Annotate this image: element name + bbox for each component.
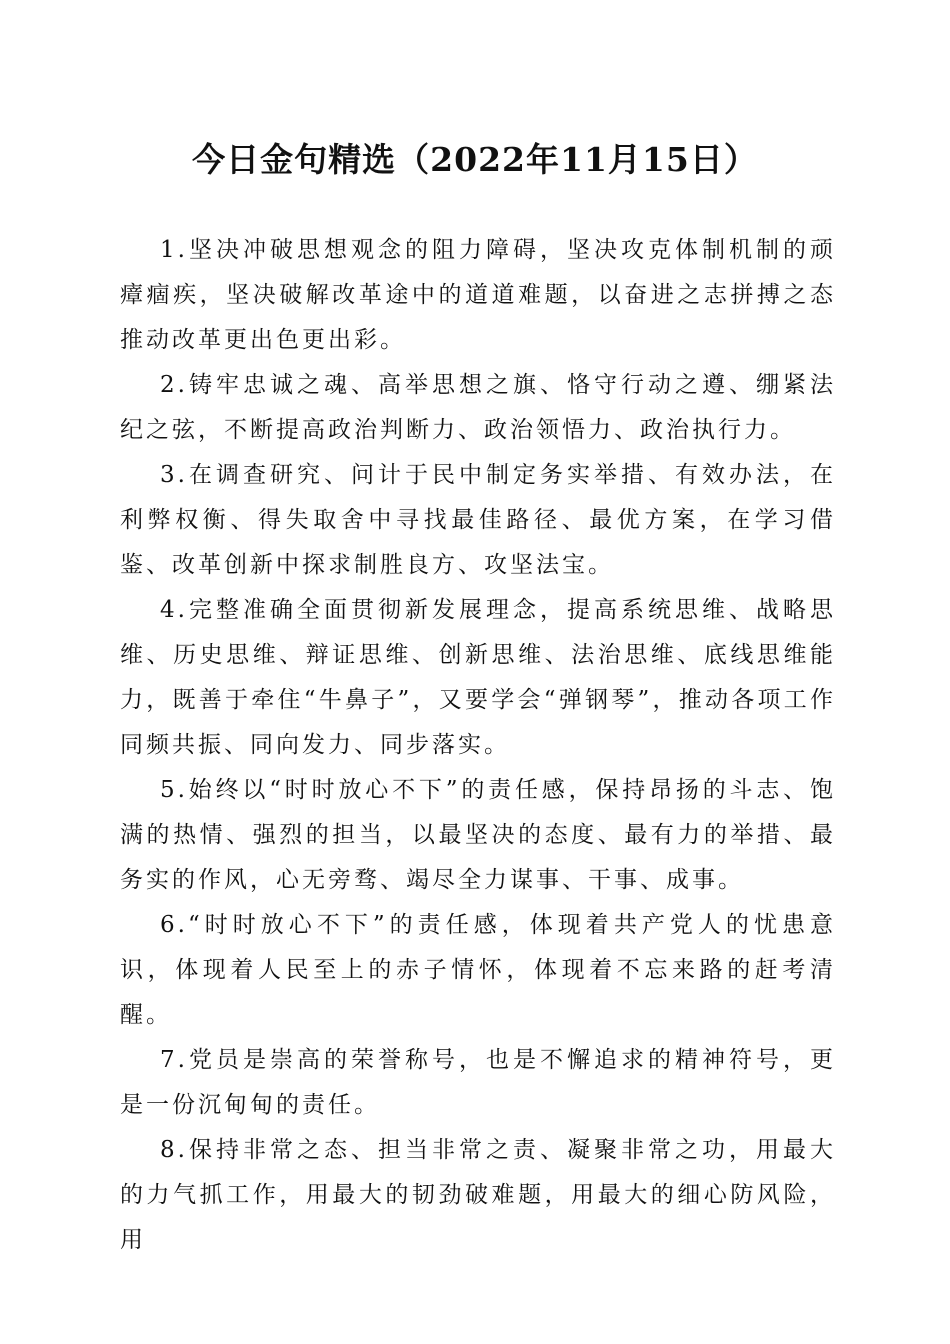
paragraph-1: 1.坚决冲破思想观念的阻力障碍，坚决攻克体制机制的顽瘴痼疾，坚决破解改革途中的道道难题，以奋进之志拼搏之态推动改革更出色更出彩。 <box>120 237 836 353</box>
paragraph-7: 7.党员是崇高的荣誉称号，也是不懈追求的精神符号，更是一份沉甸甸的责任。 <box>120 1047 836 1118</box>
paragraph-3: 3.在调查研究、问计于民中制定务实举措、有效办法，在利弊权衡、得失取舍中寻找最佳路径、最优方案，在学习借鉴、改革创新中探求制胜良方、攻坚法宝。 <box>120 462 836 578</box>
paragraph-4: 4.完整准确全面贯彻新发展理念，提高系统思维、战略思维、历史思维、辩证思维、创新思维、法治思维、底线思维能力，既善于牵住“牛鼻子”，又要学会“弹钢琴”，推动各项工作同频共振、同向发力、同步落实。 <box>120 597 836 758</box>
document-title: 今日金句精选（2022年11月15日） <box>192 140 758 179</box>
paragraph-2: 2.铸牢忠诚之魂、高举思想之旗、恪守行动之遵、绷紧法纪之弦，不断提高政治判断力、政治领悟力、政治执行力。 <box>120 372 836 443</box>
paragraph-8: 8.保持非常之态、担当非常之责、凝聚非常之功，用最大的力气抓工作，用最大的韧劲破难题，用最大的细心防风险，用 <box>120 1137 836 1253</box>
paragraph-5: 5.始终以“时时放心不下”的责任感，保持昂扬的斗志、饱满的热情、强烈的担当，以最坚决的态度、最有力的举措、最务实的作风，心无旁骛、竭尽全力谋事、干事、成事。 <box>120 777 836 893</box>
document-body <box>120 228 836 1263</box>
paragraph-6: 6.“时时放心不下”的责任感，体现着共产党人的忧患意识，体现着人民至上的赤子情怀，体现着不忘来路的赶考清醒。 <box>120 912 836 1028</box>
